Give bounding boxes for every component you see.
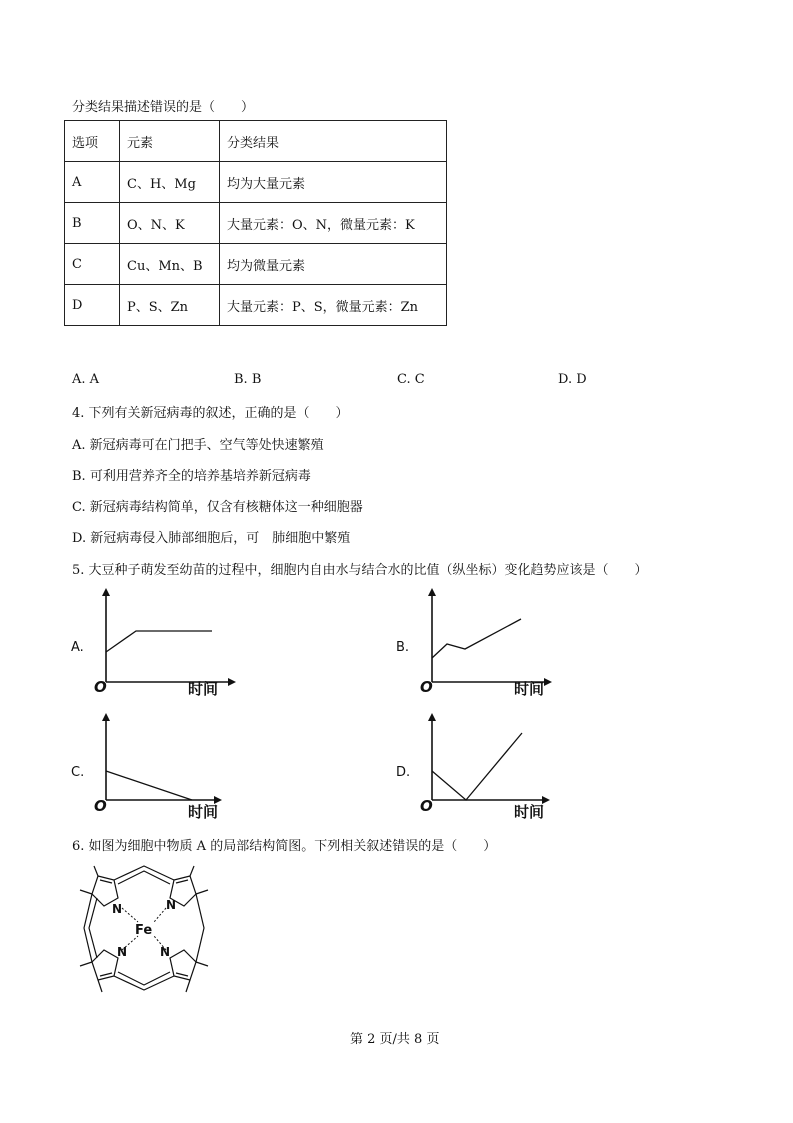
q3-option-c[interactable]: C. C (397, 372, 425, 387)
table-cell: A (65, 162, 120, 203)
table-row (65, 244, 447, 285)
origin-label: O (420, 797, 433, 815)
table-row (65, 285, 447, 326)
q3-option-d[interactable]: D. D (558, 372, 587, 387)
graph-d-label: D. (396, 765, 411, 780)
atom-labels (112, 898, 176, 959)
heme-structure-diagram (72, 862, 222, 1000)
origin-label: O (94, 678, 107, 696)
q3-option-b[interactable]: B. B (234, 372, 262, 387)
header-cell: 选项 (65, 121, 120, 162)
graph-a-label: A. (71, 640, 84, 655)
header-cell: 元素 (120, 121, 220, 162)
table-row (65, 162, 447, 203)
graph-option-d[interactable] (390, 713, 580, 825)
iron-label: Fe (135, 923, 153, 938)
q4-option-b[interactable]: B. 可利用营养齐全的培养基培养新冠病毒 (72, 469, 311, 484)
table-cell: Cu、Mn、B (120, 244, 220, 285)
table-header-row (65, 121, 447, 162)
table-cell: 均为大量元素 (220, 162, 447, 203)
x-axis-label: 时间 (188, 680, 219, 698)
table-cell: B (65, 203, 120, 244)
q4-option-a[interactable]: A. 新冠病毒可在门把手、空气等处快速繁殖 (72, 438, 324, 453)
table-cell: 大量元素：O、N，微量元素：K (220, 203, 447, 244)
header-cell: 分类结果 (220, 121, 447, 162)
q3-stem-tail: 分类结果描述错误的是（ ） (72, 100, 255, 115)
table-cell: C、H、Mg (120, 162, 220, 203)
graph-option-b[interactable] (390, 588, 580, 700)
origin-label: O (420, 678, 433, 696)
trend-line (106, 631, 212, 652)
q3-option-a[interactable]: A. A (72, 372, 100, 387)
q4-stem: 4. 下列有关新冠病毒的叙述，正确的是（ ） (72, 406, 349, 421)
graph-b-label: B. (396, 640, 410, 655)
nitrogen-label: N (112, 902, 123, 916)
nitrogen-label: N (117, 945, 128, 959)
trend-line (432, 733, 522, 800)
origin-label: O (94, 797, 107, 815)
x-axis-label: 时间 (188, 803, 219, 821)
trend-line (432, 619, 521, 658)
classification-table (64, 120, 447, 326)
table-cell: 大量元素：P、S，微量元素：Zn (220, 285, 447, 326)
graph-c-label: C. (71, 765, 85, 780)
x-axis-label: 时间 (514, 680, 545, 698)
nitrogen-label: N (160, 945, 171, 959)
q6-stem: 6. 如图为细胞中物质 A 的局部结构简图。下列相关叙述错误的是（ ） (72, 839, 497, 854)
q4-option-c[interactable]: C. 新冠病毒结构简单，仅含有核糖体这一种细胞器 (72, 500, 363, 515)
table-cell: O、N、K (120, 203, 220, 244)
table-cell: 均为微量元素 (220, 244, 447, 285)
table-cell: C (65, 244, 120, 285)
table-row (65, 203, 447, 244)
table-cell: D (65, 285, 120, 326)
nitrogen-label: N (166, 898, 177, 912)
trend-line (106, 771, 192, 800)
q5-stem: 5. 大豆种子萌发至幼苗的过程中，细胞内自由水与结合水的比值（纵坐标）变化趋势应该是（ ） (72, 563, 648, 578)
table-cell: P、S、Zn (120, 285, 220, 326)
graph-option-a[interactable] (64, 588, 254, 700)
x-axis-label: 时间 (514, 803, 545, 821)
graph-option-c[interactable] (64, 713, 254, 825)
page-footer: 第 2 页/共 8 页 (350, 1032, 440, 1047)
q4-option-d[interactable]: D. 新冠病毒侵入肺部细胞后，可 肺细胞中繁殖 (72, 531, 351, 546)
